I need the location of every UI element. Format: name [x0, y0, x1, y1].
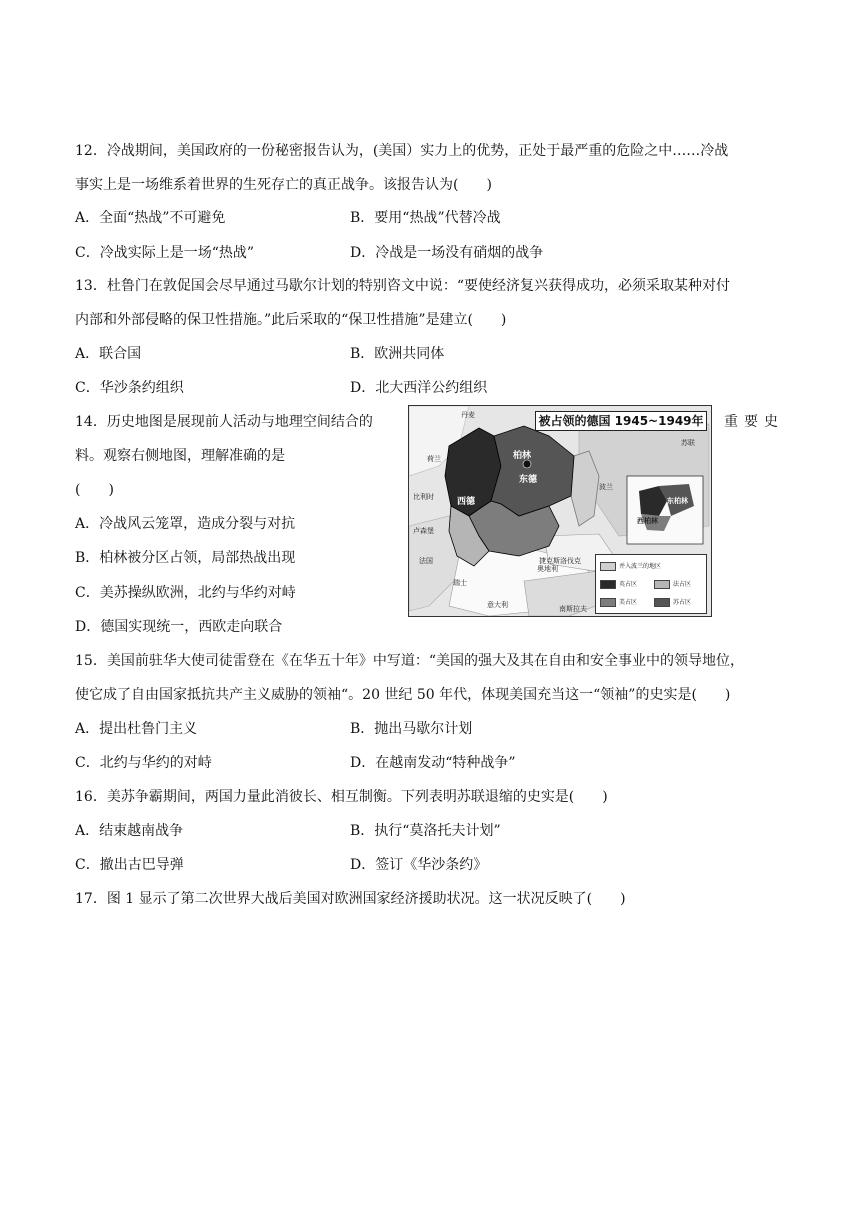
label-luxembourg: 卢森堡 [413, 527, 434, 535]
q16-stem-line1: 16．美苏争霸期间，两国力量此消彼长、相互制衡。下列表明苏联退缩的史实是( ) [75, 789, 608, 805]
label-east-germany: 东德 [519, 475, 538, 485]
q14-option-a: A．冷战风云笼罩，造成分裂与对抗 [75, 516, 296, 532]
label-soviet: 苏联 [681, 439, 695, 447]
q15-stem-line2: 使它成了自由国家抵抗共产主义威胁的领袖“。20 世纪 50 年代，体现美国充当这一“领袖”的史实是( ) [75, 687, 731, 703]
label-yugoslavia: 南斯拉夫 [559, 605, 587, 613]
q16-option-b: B．执行“莫洛托夫计划” [350, 823, 501, 839]
q16-option-d: D．签订《华沙条约》 [350, 857, 488, 873]
q13-option-a: A．联合国 [75, 346, 142, 362]
map-legend [595, 554, 707, 614]
legend-soviet: 苏占区 [654, 597, 691, 607]
label-east-berlin: 东柏林 [667, 497, 688, 505]
q14-stem-line3: ( ) [75, 482, 114, 498]
q12-stem-line1: 12．冷战期间，美国政府的一份秘密报告认为，(美国）实力上的优势，正处于最严重的危险之中……冷战 [75, 143, 729, 159]
label-belgium: 比利时 [413, 493, 434, 501]
q15-stem-line1: 15．美国前驻华大使司徒雷登在《在华五十年》中写道：“美国的强大及其在自由和安全事业中的领导地位， [75, 653, 744, 669]
q14-option-b: B．柏林被分区占领，局部热战出现 [75, 550, 296, 566]
label-switzerland: 瑞士 [453, 579, 467, 587]
q14-stem-line1-tail: 重要史 [724, 414, 784, 430]
label-czechoslovakia: 捷克斯洛伐克 [539, 557, 581, 565]
label-france: 法国 [419, 557, 433, 565]
q13-stem-line1: 13．杜鲁门在敦促国会尽早通过马歇尔计划的特别咨文中说：“要使经济复兴获得成功，必须采取某种对付 [75, 278, 730, 294]
q15-option-b: B．抛出马歇尔计划 [350, 721, 473, 737]
q16-option-c: C．撤出古巴导弹 [75, 857, 184, 873]
occupied-germany-map [408, 405, 712, 617]
q16-option-a: A．结束越南战争 [75, 823, 184, 839]
map-title: 被占领的德国 1945~1949年 [535, 411, 707, 431]
q15-option-d: D．在越南发动“特种战争” [350, 755, 516, 771]
q12-option-b: B．要用“热战”代替冷战 [350, 210, 501, 226]
q15-option-c: C．北约与华约的对峙 [75, 755, 212, 771]
label-italy: 意大利 [487, 601, 508, 609]
label-berlin: 柏林 [513, 451, 532, 461]
q12-option-a: A．全面“热战”不可避免 [75, 210, 226, 226]
label-west-berlin: 西柏林 [637, 517, 658, 525]
label-west-germany: 西德 [457, 497, 476, 507]
label-poland: 波兰 [599, 483, 613, 491]
q13-option-c: C．华沙条约组织 [75, 380, 184, 396]
label-netherlands: 荷兰 [427, 455, 441, 463]
q12-stem-line2: 事实上是一场维系着世界的生死存亡的真正战争。该报告认为( ) [75, 177, 492, 193]
q12-option-d: D．冷战是一场没有硝烟的战争 [350, 245, 544, 261]
legend-annexed: 并入波兰的地区 [600, 561, 661, 571]
label-austria: 奥地利 [537, 565, 558, 573]
q14-stem-line2: 料。观察右侧地图，理解准确的是 [75, 448, 285, 464]
label-denmark: 丹麦 [461, 411, 475, 419]
legend-british: 英占区 [600, 579, 637, 589]
q12-option-c: C．冷战实际上是一场“热战” [75, 245, 255, 261]
q13-stem-line2: 内部和外部侵略的保卫性措施。”此后采取的“保卫性措施”是建立( ) [75, 312, 507, 328]
q17-stem-line1: 17．图 1 显示了第二次世界大战后美国对欧洲国家经济援助状况。这一状况反映了( ) [75, 891, 626, 907]
q14-stem-line1: 14．历史地图是展现前人活动与地理空间结合的 [75, 414, 373, 430]
q15-option-a: A．提出杜鲁门主义 [75, 721, 198, 737]
q14-option-d: D．德国实现统一，西欧走向联合 [75, 619, 283, 635]
berlin-marker [523, 460, 531, 468]
legend-french: 法占区 [654, 579, 691, 589]
q14-option-c: C．美苏操纵欧洲，北约与华约对峙 [75, 585, 296, 601]
legend-american: 美占区 [600, 597, 637, 607]
q13-option-b: B．欧洲共同体 [350, 346, 445, 362]
q13-option-d: D．北大西洋公约组织 [350, 380, 488, 396]
